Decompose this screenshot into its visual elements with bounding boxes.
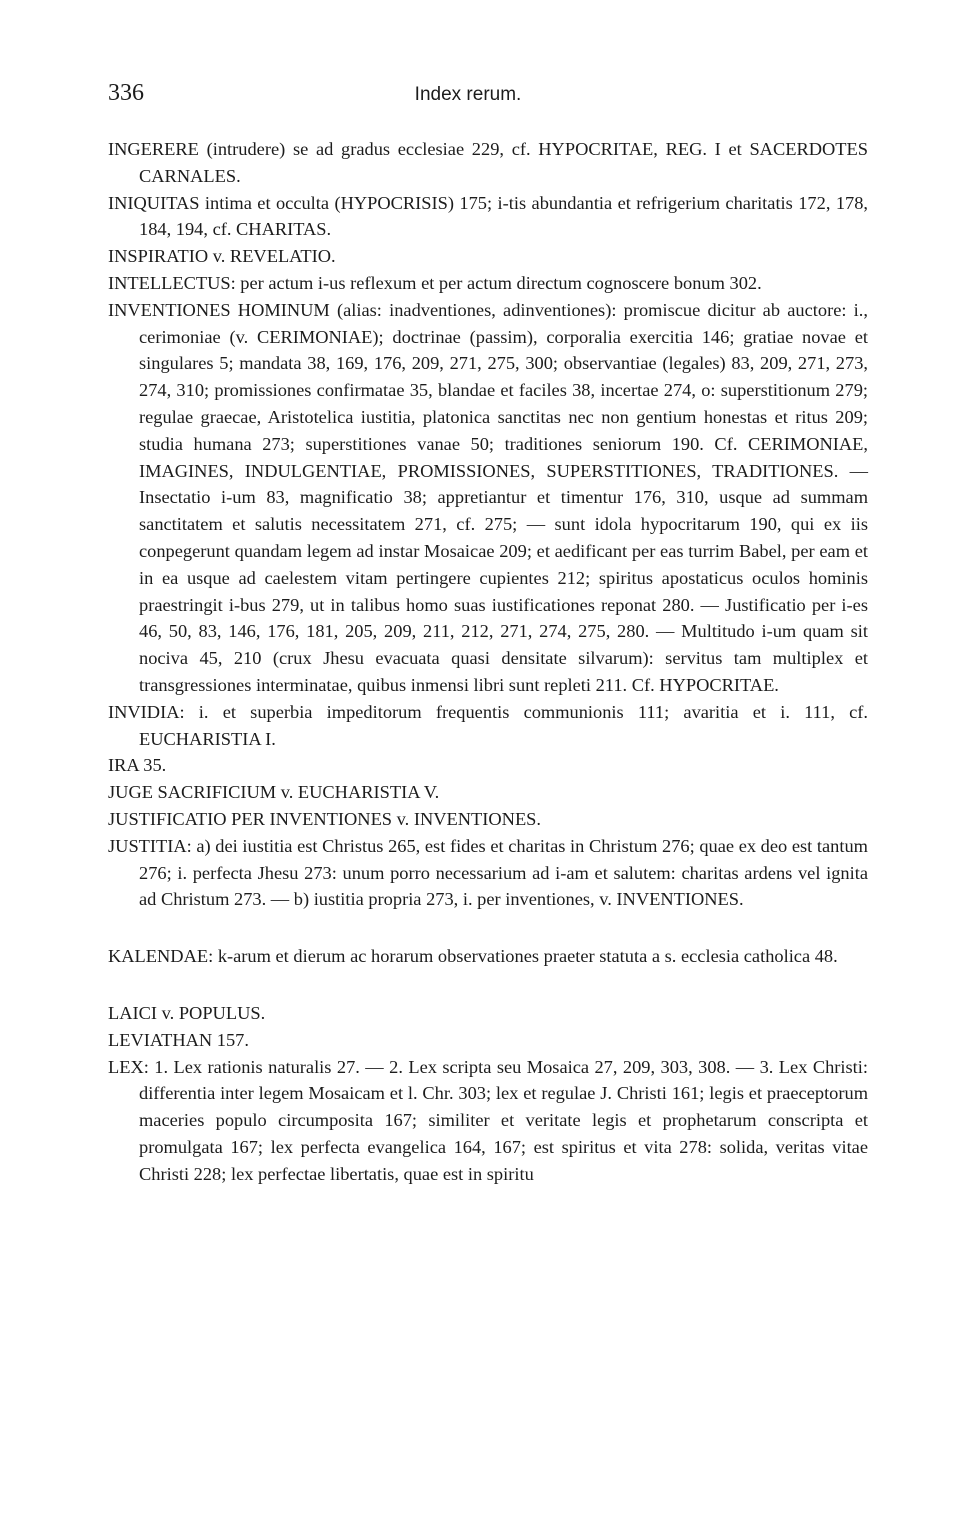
index-entry-inventiones-hominum: INVENTIONES HOMINUM (alias: inadventiones, adinventiones): promiscue dicitur ab auctore: i., cerimoniae (v. CERIMONIAE); doctrinae (passim), corporalia exercitia 146; gratiae novae et singulares 5; mandata 38, 169, 176, 209, 271, 275, 300; observantiae (legales) 83, 209, 271, 273, 274, 310; promissiones confirmatae 35, blandae et faciles 38, incertae 274, o: superstitionum 279; regulae graecae, Aristotelica iustitia, platonica sanctitas nec non gentium honestas et ritus 209; studia humana 273; superstitiones vanae 50; traditiones seniorum 190. Cf. CERIMONIAE, IMAGINES, INDULGENTIAE, PROMISSIONES, SUPERSTITIONES, TRADITIONES. — Insectatio i-um 83, magnificatio 38; appretiantur et timentur 176, 310, usque ad summam sanctitatem et salutis necessitatem 271, cf. 275; — sunt idola hypocritarum 190, qui ex iis conpegerunt quandam legem ad instar Mosaicae 209; et aedificant per eas turrim Babel, per eam et in ea usque ad caelestem vitam pertingere cupientes 212; spiritus apostaticus oculos hominis praestringit i-bus 279, ut in talibus homo suas iustificationes reponat 280. — Justificatio per i-es 46, 50, 83, 146, 176, 181, 205, 209, 211, 212, 271, 274, 275, 280. — Multitudo i-um quam sit nociva 45, 210 (crux Jhesu evacuata quasi densitate silvarum): servitus tam multiplex et transgressiones interminatae, quibus inmensi libri sunt repleti 211. Cf. HYPOCRITAE. xyxy=(108,299,868,695)
index-entry-ingerere: INGERERE (intrudere) se ad gradus ecclesiae 229, cf. HYPOCRITAE, REG. I et SACERDOTES CARNALES. xyxy=(108,139,868,186)
index-entry-juge-sacrificium: JUGE SACRIFICIUM v. EUCHARISTIA V. xyxy=(108,782,440,803)
index-entry-iniquitas: INIQUITAS intima et occulta (HYPOCRISIS) 175; i-tis abundantia et refrigerium charitatis 172, 178, 184, 194, cf. CHARITAS. xyxy=(108,192,868,240)
index-entries xyxy=(108,136,868,1187)
index-entry-justificatio: JUSTIFICATIO PER INVENTIONES v. INVENTIONES. xyxy=(108,808,542,829)
index-entry-justitia: JUSTITIA: a) dei iustitia est Christus 265, est fides et charitas in Christum 276; quae ex deo est tantum 276; i. perfecta Jhesu 273: unum porro necessarium ad i-am et salutem: charitas ardens vel ignita ad Christum 273. — b) iustitia propria 273, i. per inventiones, v. INVENTIONES. xyxy=(108,835,868,910)
index-entry-laici: LAICI v. POPULUS. xyxy=(108,1002,266,1023)
index-entry-intellectus: INTELLECTUS: per actum i-us reflexum et per actum directum cognoscere bonum 302. xyxy=(108,272,762,293)
index-entry-leviathan: LEVIATHAN 157. xyxy=(108,1029,249,1050)
index-entry-inspiratio: INSPIRATIO v. REVELATIO. xyxy=(108,246,336,267)
index-entry-invidia: INVIDIA: i. et superbia impeditorum frequentis communionis 111; avaritia et i. 111, cf. EUCHARISTIA I. xyxy=(108,701,868,749)
index-entry-ira: IRA 35. xyxy=(108,755,167,776)
page-number: 336 xyxy=(108,80,144,106)
page-header xyxy=(108,80,868,114)
index-entry-lex: LEX: 1. Lex rationis naturalis 27. — 2. Lex scripta seu Mosaica 27, 209, 303, 308. — 3. Lex Christi: differentia inter legem Mosaicam et l. Chr. 303; lex et regulae J. Christi 161; legis et praeceptorum maceries populo circumposita 167; similiter et veritate legis et prophetarum conscripta et promulgata 167; lex perfecta evangelica 164, 167; est spiritus et vita 278: solida, veritas vitae Christi 228; lex perfectae libertatis, quae est in spiritu xyxy=(108,1056,868,1184)
index-entry-kalendae: KALENDAE: k-arum et dierum ac horarum observationes praeter statuta a s. ecclesia catholica 48. xyxy=(108,946,838,967)
running-title: Index rerum. xyxy=(414,84,522,105)
